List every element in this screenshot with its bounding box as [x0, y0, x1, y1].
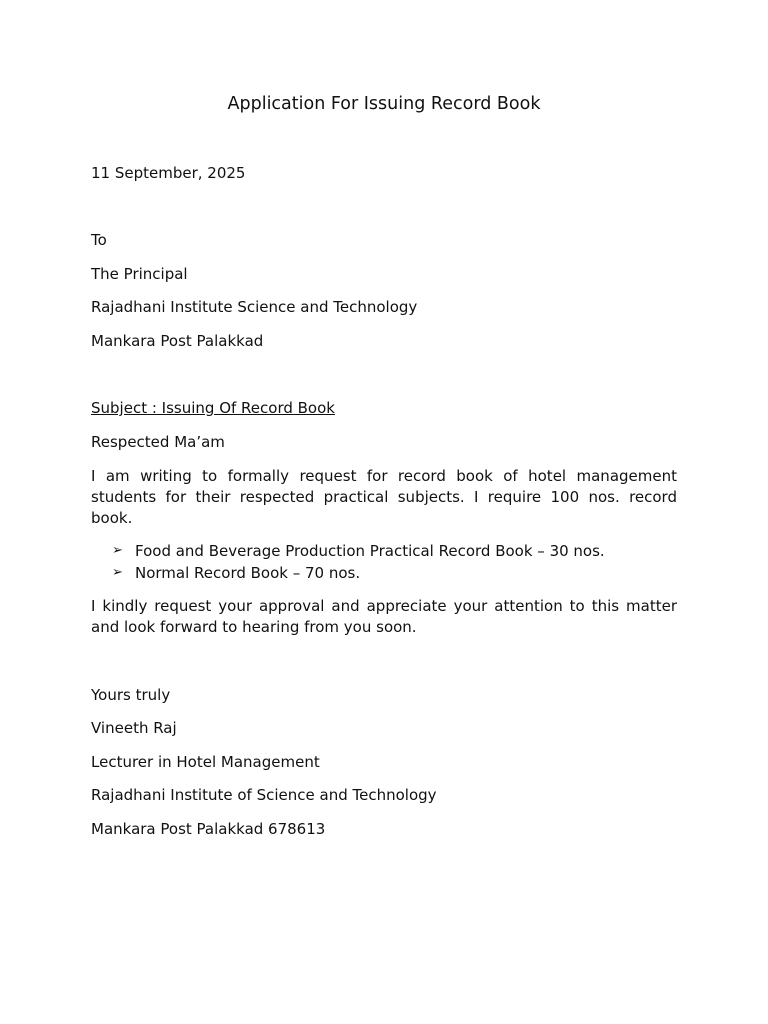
- letter-subject: Subject : Issuing Of Record Book: [91, 399, 335, 417]
- list-item-text: Normal Record Book – 70 nos.: [135, 564, 361, 582]
- letter-closing: Yours truly: [91, 686, 171, 704]
- sender-name: Vineeth Raj: [91, 719, 177, 737]
- arrow-bullet-icon: ➢: [112, 543, 123, 558]
- recipient-institution: Rajadhani Institute Science and Technology: [91, 298, 418, 316]
- recipient-position: The Principal: [91, 265, 188, 283]
- body-paragraph-1: I am writing to formally request for record book of hotel management students for their respected practical subjects. I require 100 nos. record book.: [91, 467, 677, 527]
- letter-date: 11 September, 2025: [91, 164, 246, 182]
- list-item: [91, 563, 677, 585]
- sender-designation: Lecturer in Hotel Management: [91, 753, 320, 771]
- sender-institution: Rajadhani Institute of Science and Technology: [91, 786, 437, 804]
- list-item-text: Food and Beverage Production Practical Record Book – 30 nos.: [135, 542, 605, 560]
- recipient-address: Mankara Post Palakkad: [91, 332, 264, 350]
- body-paragraph-2: I kindly request your approval and appreciate your attention to this matter and look forward to hearing from you soon.: [91, 597, 677, 636]
- recipient-to: To: [91, 231, 107, 249]
- list-item: [91, 541, 677, 563]
- letter-title: Application For Issuing Record Book: [227, 94, 541, 114]
- arrow-bullet-icon: ➢: [112, 565, 123, 580]
- letter-salutation: Respected Ma’am: [91, 433, 225, 451]
- record-book-list: [91, 541, 677, 585]
- sender-address: Mankara Post Palakkad 678613: [91, 820, 326, 838]
